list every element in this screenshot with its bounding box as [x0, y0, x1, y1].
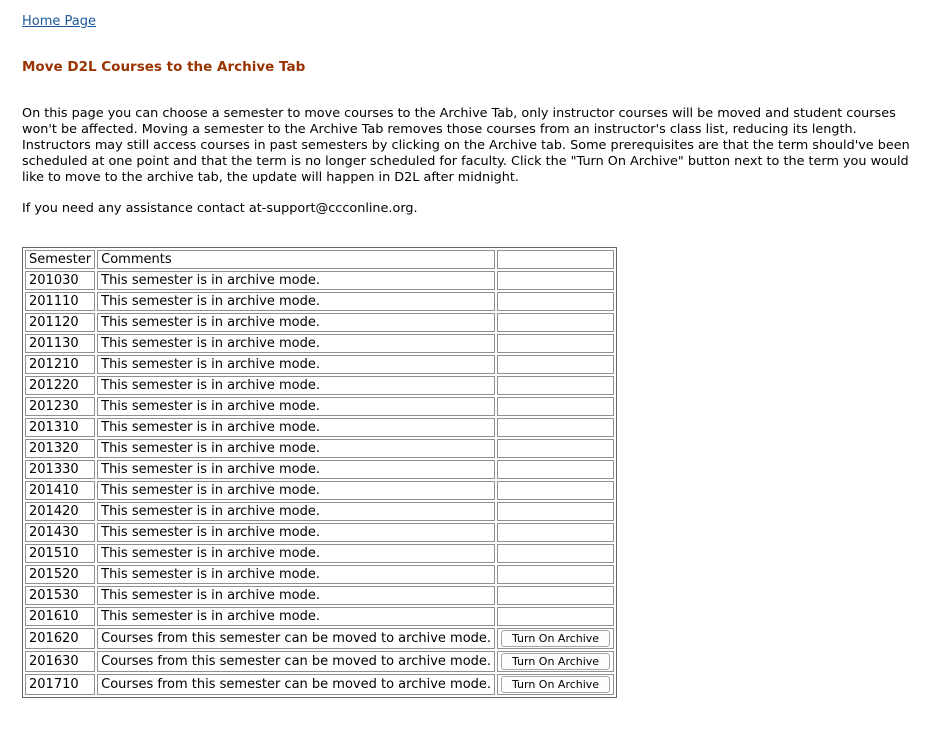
semester-cell: 201210 — [25, 355, 95, 374]
semester-cell: 201710 — [25, 674, 95, 695]
action-cell — [497, 271, 614, 290]
comment-cell: This semester is in archive mode. — [97, 271, 495, 290]
action-cell — [497, 523, 614, 542]
turn-on-archive-button[interactable]: Turn On Archive — [501, 630, 610, 647]
comment-cell: Courses from this semester can be moved to archive mode. — [97, 628, 495, 649]
semester-cell: 201510 — [25, 544, 95, 563]
page-title: Move D2L Courses to the Archive Tab — [22, 59, 306, 75]
comment-cell: This semester is in archive mode. — [97, 460, 495, 479]
semester-cell: 201630 — [25, 651, 95, 672]
semester-cell: 201110 — [25, 292, 95, 311]
comment-cell: This semester is in archive mode. — [97, 334, 495, 353]
action-cell — [497, 355, 614, 374]
table-row — [25, 292, 614, 311]
table-row — [25, 460, 614, 479]
semester-cell: 201520 — [25, 565, 95, 584]
table-row — [25, 334, 614, 353]
action-cell — [497, 439, 614, 458]
comment-cell: This semester is in archive mode. — [97, 502, 495, 521]
action-cell — [497, 628, 614, 649]
semester-cell: 201220 — [25, 376, 95, 395]
semester-cell: 201130 — [25, 334, 95, 353]
action-cell — [497, 292, 614, 311]
action-cell — [497, 418, 614, 437]
semester-cell: 201430 — [25, 523, 95, 542]
table-row — [25, 523, 614, 542]
action-cell — [497, 674, 614, 695]
col-header-comments: Comments — [97, 250, 495, 269]
table-row — [25, 544, 614, 563]
semester-cell: 201420 — [25, 502, 95, 521]
table-row — [25, 628, 614, 649]
action-cell — [497, 334, 614, 353]
table-row — [25, 481, 614, 500]
comment-cell: This semester is in archive mode. — [97, 565, 495, 584]
table-header-row — [25, 250, 614, 269]
comment-cell: This semester is in archive mode. — [97, 523, 495, 542]
table-row — [25, 565, 614, 584]
action-cell — [497, 481, 614, 500]
action-cell — [497, 586, 614, 605]
semester-cell: 201620 — [25, 628, 95, 649]
comment-cell: Courses from this semester can be moved to archive mode. — [97, 651, 495, 672]
comment-cell: This semester is in archive mode. — [97, 607, 495, 626]
semester-cell: 201030 — [25, 271, 95, 290]
table-row — [25, 651, 614, 672]
comment-cell: This semester is in archive mode. — [97, 313, 495, 332]
table-row — [25, 502, 614, 521]
semester-cell: 201610 — [25, 607, 95, 626]
action-cell — [497, 544, 614, 563]
semester-cell: 201530 — [25, 586, 95, 605]
comment-cell: Courses from this semester can be moved to archive mode. — [97, 674, 495, 695]
comment-cell: This semester is in archive mode. — [97, 481, 495, 500]
action-cell — [497, 313, 614, 332]
action-cell — [497, 607, 614, 626]
comment-cell: This semester is in archive mode. — [97, 376, 495, 395]
table-row — [25, 313, 614, 332]
table-row — [25, 607, 614, 626]
table-row — [25, 355, 614, 374]
semester-cell: 201120 — [25, 313, 95, 332]
intro-paragraph: On this page you can choose a semester to move courses to the Archive Tab, only instructor courses will be moved and student courses won't be affected. Moving a semester to the Archive Tab removes those courses from an instructor's class list, reducing its length. Instructors may still access courses in past semesters by clicking on the Archive tab. Some prerequisites are that the term should've been scheduled at one point and that the term is no longer scheduled for faculty. Click the "Turn On Archive" button next to the term you would like to move to the archive tab, the update will happen in D2L after midnight. — [22, 106, 910, 185]
table-row — [25, 439, 614, 458]
comment-cell: This semester is in archive mode. — [97, 586, 495, 605]
turn-on-archive-button[interactable]: Turn On Archive — [501, 653, 610, 670]
comment-cell: This semester is in archive mode. — [97, 397, 495, 416]
home-page-link[interactable]: Home Page — [22, 14, 96, 29]
table-row — [25, 271, 614, 290]
table-row — [25, 586, 614, 605]
table-row — [25, 397, 614, 416]
comment-cell: This semester is in archive mode. — [97, 418, 495, 437]
turn-on-archive-button[interactable]: Turn On Archive — [501, 676, 610, 693]
col-header-action — [497, 250, 614, 269]
action-cell — [497, 460, 614, 479]
semester-table — [22, 247, 617, 698]
action-cell — [497, 565, 614, 584]
comment-cell: This semester is in archive mode. — [97, 292, 495, 311]
contact-paragraph: If you need any assistance contact at-support@ccconline.org. — [22, 201, 418, 216]
semester-cell: 201320 — [25, 439, 95, 458]
semester-cell: 201330 — [25, 460, 95, 479]
table-row — [25, 376, 614, 395]
table-row — [25, 418, 614, 437]
action-cell — [497, 376, 614, 395]
table-row — [25, 674, 614, 695]
action-cell — [497, 502, 614, 521]
action-cell — [497, 651, 614, 672]
semester-cell: 201410 — [25, 481, 95, 500]
semester-cell: 201310 — [25, 418, 95, 437]
comment-cell: This semester is in archive mode. — [97, 439, 495, 458]
comment-cell: This semester is in archive mode. — [97, 544, 495, 563]
semester-cell: 201230 — [25, 397, 95, 416]
comment-cell: This semester is in archive mode. — [97, 355, 495, 374]
col-header-semester: Semester — [25, 250, 95, 269]
action-cell — [497, 397, 614, 416]
